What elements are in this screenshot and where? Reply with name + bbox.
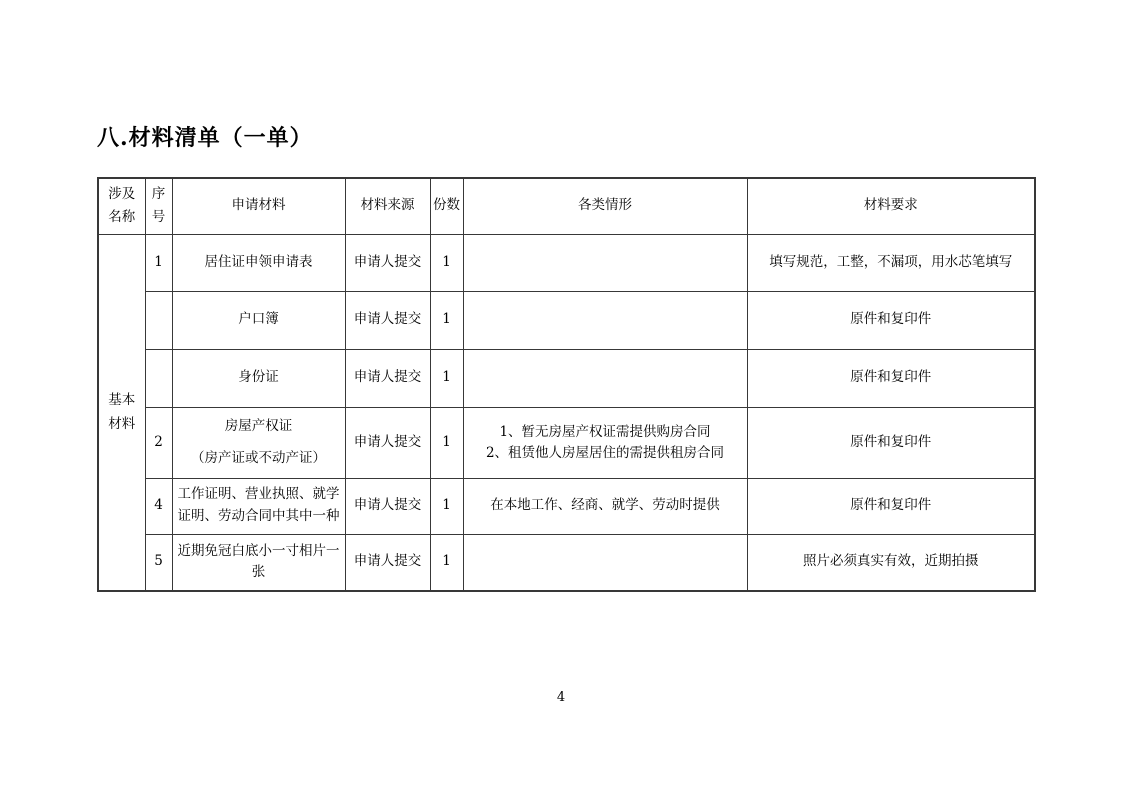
cell-source: 申请人提交 [345, 407, 430, 478]
cell-source: 申请人提交 [345, 291, 430, 349]
cell-source: 申请人提交 [345, 534, 430, 591]
cell-copies: 1 [430, 407, 463, 478]
cell-copies: 1 [430, 349, 463, 407]
table-row [98, 478, 1035, 534]
cell-seq [145, 349, 172, 407]
header-requirements: 材料要求 [747, 178, 1035, 234]
material-note: （房产证或不动产证） [191, 449, 326, 466]
material-checklist-table [97, 177, 1036, 592]
cell-material: 居住证申领申请表 [172, 234, 345, 291]
cell-copies: 1 [430, 478, 463, 534]
header-situations: 各类情形 [463, 178, 747, 234]
cell-copies: 1 [430, 291, 463, 349]
cell-copies: 1 [430, 534, 463, 591]
header-involved-name: 涉及名称 [98, 178, 145, 234]
cell-seq: 2 [145, 407, 172, 478]
table-row [98, 291, 1035, 349]
cell-requirements: 照片必须真实有效，近期拍摄 [747, 534, 1035, 591]
header-copies: 份数 [430, 178, 463, 234]
cell-requirements: 原件和复印件 [747, 349, 1035, 407]
cell-requirements: 原件和复印件 [747, 291, 1035, 349]
header-application-material: 申请材料 [172, 178, 345, 234]
cell-material [172, 407, 345, 478]
table-row [98, 349, 1035, 407]
section-title: 八.材料清单（一单） [97, 125, 313, 151]
cell-seq [145, 291, 172, 349]
page-number: 4 [556, 690, 566, 705]
cell-situations: 在本地工作、经商、就学、劳动时提供 [463, 478, 747, 534]
cell-source: 申请人提交 [345, 234, 430, 291]
cell-material: 工作证明、营业执照、就学证明、劳动合同中其中一种 [172, 478, 345, 534]
material-title: 房屋产权证 [224, 417, 293, 434]
table-row [98, 407, 1035, 478]
cell-requirements: 原件和复印件 [747, 478, 1035, 534]
cell-material: 户口簿 [172, 291, 345, 349]
cell-material: 近期免冠白底小一寸相片一张 [172, 534, 345, 591]
cell-situations [463, 407, 747, 478]
cell-situations [463, 234, 747, 291]
group-label-basic-materials: 基本材料 [98, 234, 145, 591]
cell-source: 申请人提交 [345, 478, 430, 534]
cell-material: 身份证 [172, 349, 345, 407]
cell-requirements: 填写规范，工整，不漏项，用水芯笔填写 [747, 234, 1035, 291]
cell-seq: 1 [145, 234, 172, 291]
header-material-source: 材料来源 [345, 178, 430, 234]
situation-line: 1、暂无房屋产权证需提供购房合同 [499, 423, 711, 440]
table-row [98, 234, 1035, 291]
cell-requirements: 原件和复印件 [747, 407, 1035, 478]
table-header-row [98, 178, 1035, 234]
cell-seq: 4 [145, 478, 172, 534]
cell-situations [463, 534, 747, 591]
cell-copies: 1 [430, 234, 463, 291]
table-row [98, 534, 1035, 591]
cell-situations [463, 349, 747, 407]
cell-situations [463, 291, 747, 349]
situation-line: 2、租赁他人房屋居住的需提供租房合同 [485, 444, 725, 461]
cell-source: 申请人提交 [345, 349, 430, 407]
header-seq: 序号 [145, 178, 172, 234]
cell-seq: 5 [145, 534, 172, 591]
